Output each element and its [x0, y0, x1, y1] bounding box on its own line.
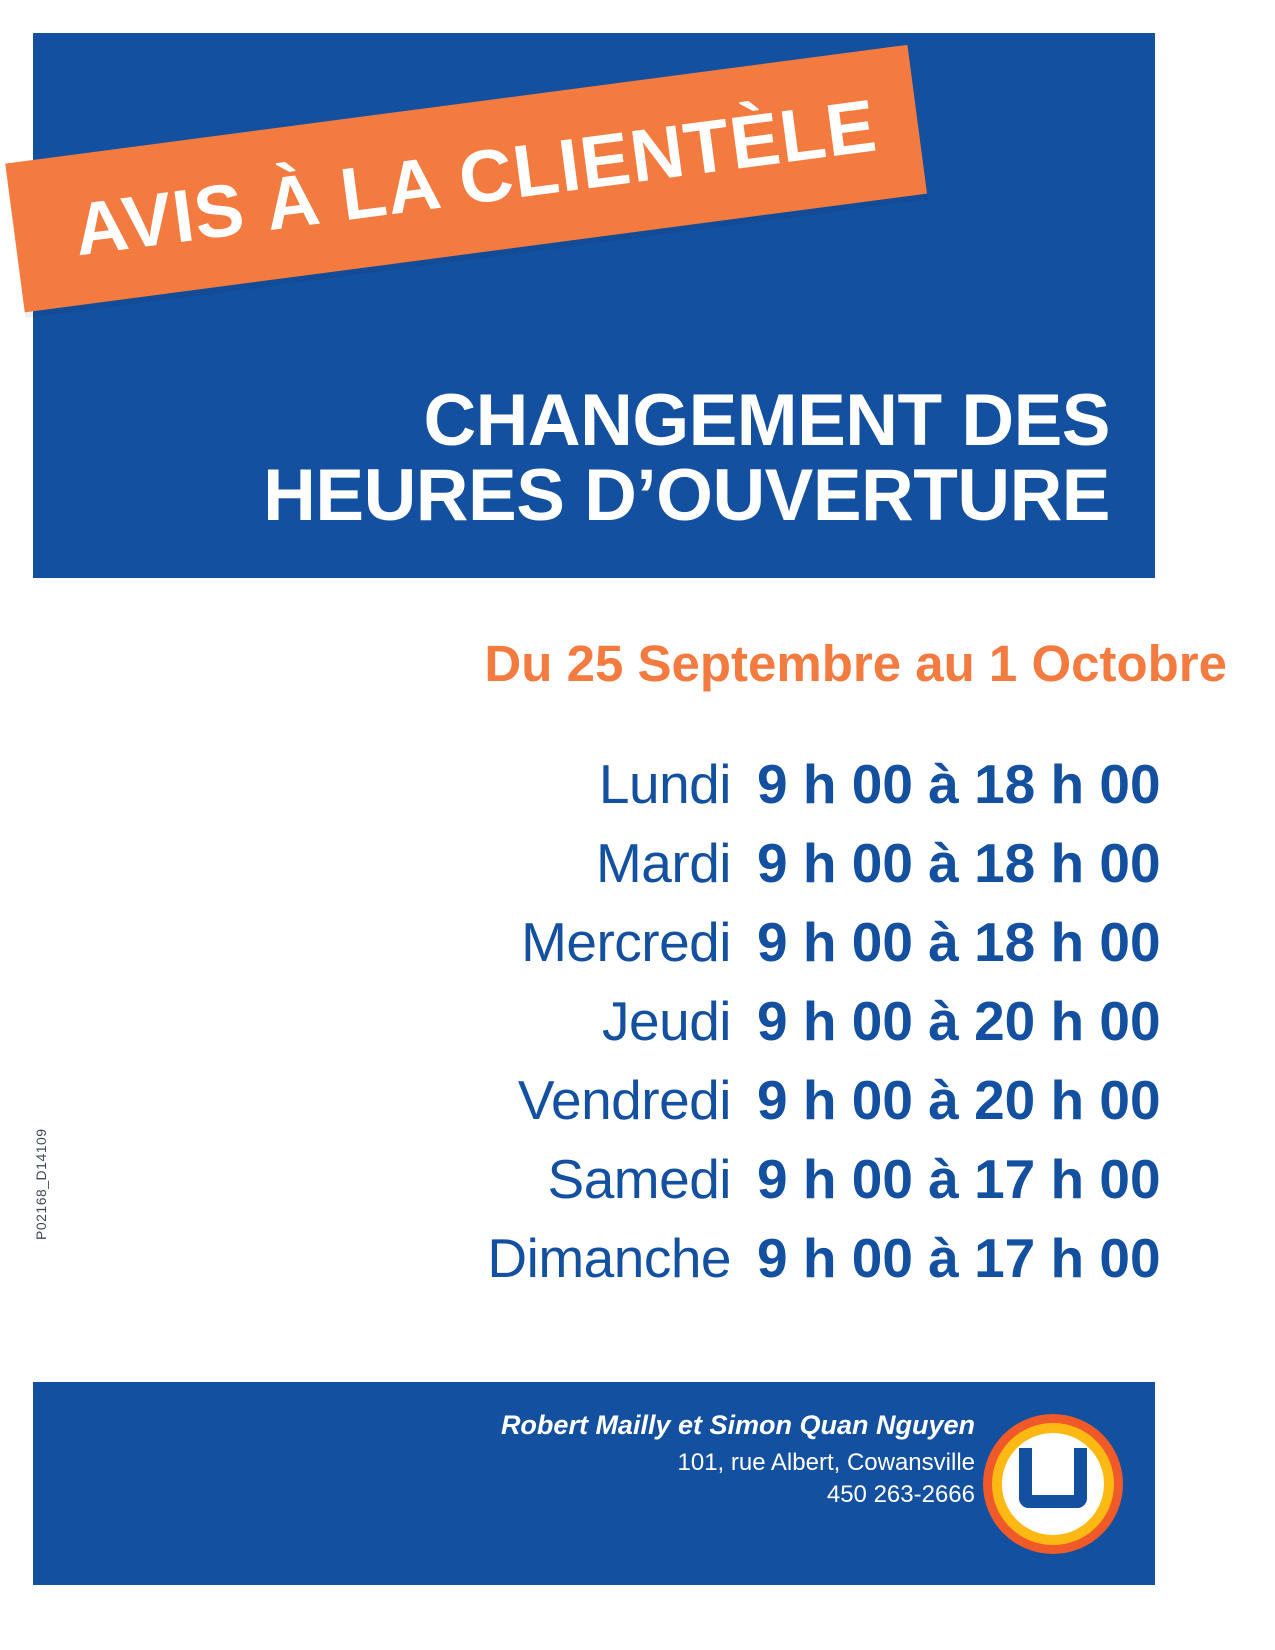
logo-u-stem-left — [1019, 1448, 1032, 1468]
table-row — [0, 910, 1227, 989]
page-title-line-2: HEURES D’OUVERTURE — [263, 455, 1110, 537]
page-title — [93, 380, 1110, 537]
table-row — [0, 989, 1227, 1068]
day-label: Lundi — [598, 753, 731, 815]
hours-table — [0, 752, 1227, 1305]
hours-value: 9 h 00 à 17 h 00 — [757, 1227, 1161, 1289]
page-title-line-1: CHANGEMENT DES — [423, 380, 1110, 461]
table-row — [0, 831, 1227, 910]
hours-value: 9 h 00 à 18 h 00 — [757, 911, 1161, 973]
footer-banner — [33, 1382, 1155, 1585]
date-range: Du 25 Septembre au 1 Octobre — [484, 635, 1227, 692]
table-row — [0, 752, 1227, 831]
day-label: Mercredi — [521, 911, 731, 973]
table-row — [0, 1068, 1227, 1147]
day-label: Samedi — [547, 1148, 731, 1210]
day-label: Mardi — [595, 832, 731, 894]
header-banner — [33, 33, 1155, 578]
hours-value: 9 h 00 à 18 h 00 — [757, 753, 1161, 815]
store-phone: 450 263-2666 — [826, 1481, 975, 1508]
store-address: 101, rue Albert, Cowansville — [677, 1449, 975, 1476]
notice-ribbon — [5, 45, 927, 312]
hours-value: 9 h 00 à 20 h 00 — [757, 1069, 1161, 1131]
hours-value: 9 h 00 à 20 h 00 — [757, 990, 1161, 1052]
table-row — [0, 1226, 1227, 1305]
brand-logo-icon — [983, 1414, 1123, 1554]
footer-contact-block — [33, 1410, 975, 1509]
logo-u-stem-right — [1074, 1448, 1087, 1468]
day-label: Jeudi — [602, 990, 731, 1052]
day-label: Vendredi — [517, 1069, 731, 1131]
hours-value: 9 h 00 à 18 h 00 — [757, 832, 1161, 894]
document-code: P02168_D14109 — [33, 1128, 49, 1240]
notice-ribbon-label: AVIS À LA CLIENTÈLE — [69, 83, 882, 272]
table-row — [0, 1147, 1227, 1226]
day-label: Dimanche — [487, 1227, 731, 1289]
hours-value: 9 h 00 à 17 h 00 — [757, 1148, 1161, 1210]
owner-names: Robert Mailly et Simon Quan Nguyen — [500, 1410, 975, 1440]
